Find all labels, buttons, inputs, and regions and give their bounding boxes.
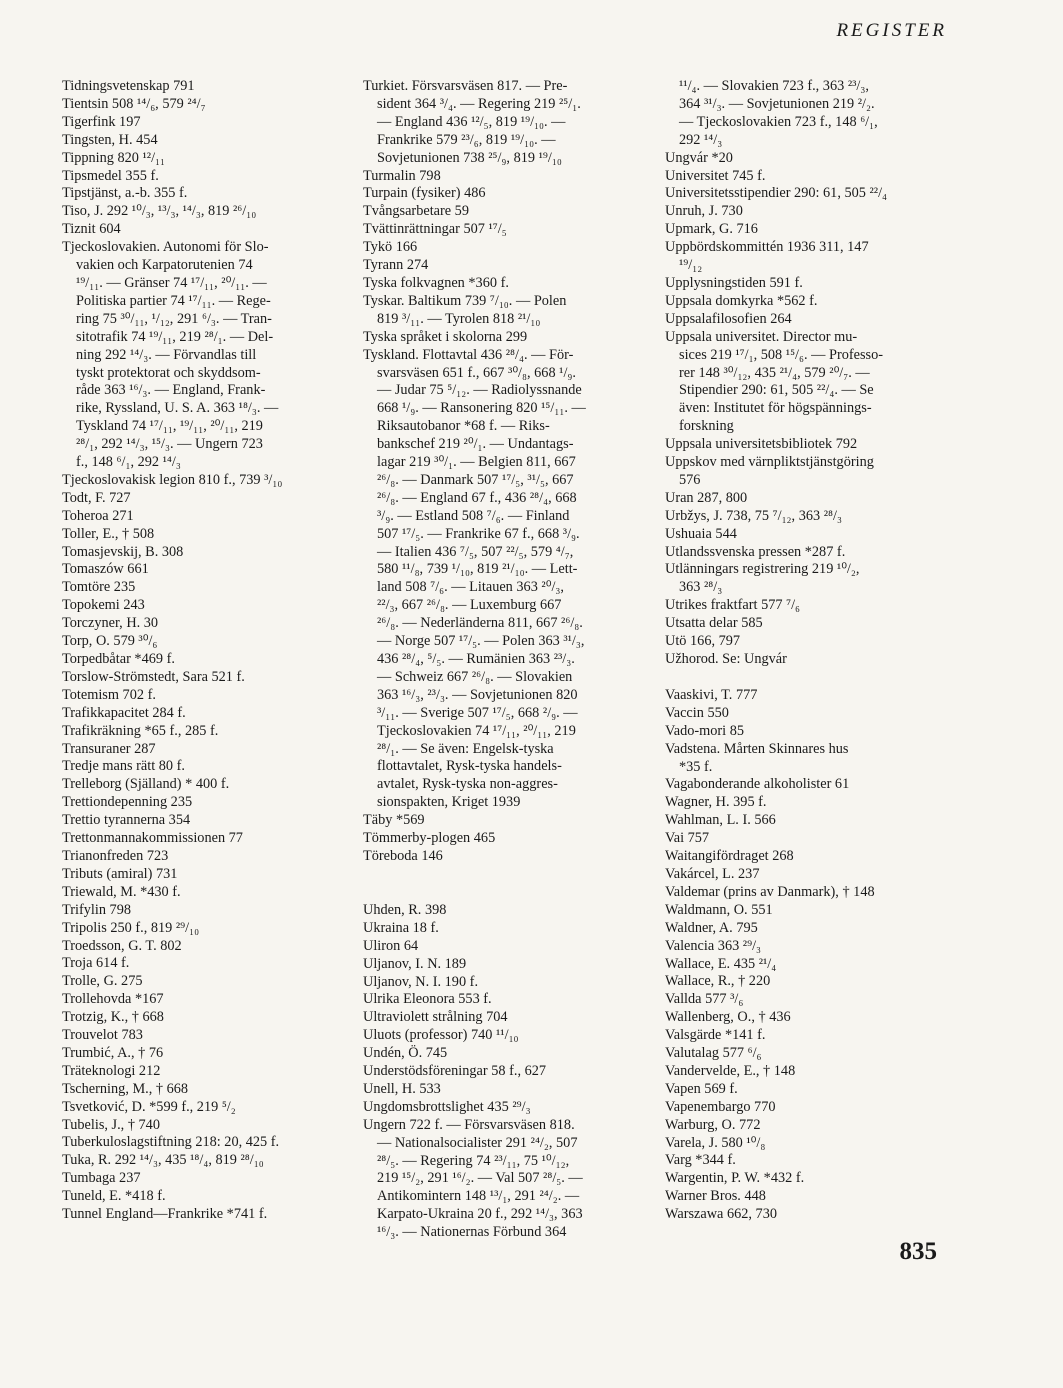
index-entry: Valencia 363 ²⁹/₃ bbox=[665, 937, 762, 954]
index-entry-continuation: Tjeckoslovakien 74 ¹⁷/₁₁, ²⁰/₁₁, 219 bbox=[377, 722, 576, 739]
index-entry-continuation: Politiska partier 74 ¹⁷/₁₁. — Rege- bbox=[76, 292, 271, 309]
index-entry: Vadstena. Mårten Skinnares hus bbox=[665, 740, 849, 757]
index-entry-continuation: Frankrike 579 ²³/₆, 819 ¹⁹/₁₀. — bbox=[377, 131, 556, 148]
index-entry: Tuneld, E. *418 f. bbox=[62, 1188, 166, 1205]
index-entry: Vandervelde, E., † 148 bbox=[665, 1062, 796, 1079]
index-entry-continuation: 507 ¹⁷/₅. — Frankrike 67 f., 668 ³/₉. bbox=[377, 525, 580, 542]
index-entry: Vai 757 bbox=[665, 830, 710, 847]
index-entry: Torpedbåtar *469 f. bbox=[62, 651, 175, 667]
index-entry: Tiznit 604 bbox=[62, 221, 121, 238]
index-entry-continuation: ²²/₃, 667 ²⁶/₈. — Luxemburg 667 bbox=[377, 597, 562, 614]
index-entry-continuation: Karpato-Ukraina 20 f., 292 ¹⁴/₃, 363 bbox=[377, 1206, 583, 1223]
index-entry: Vallda 577 ³/₆ bbox=[665, 991, 744, 1008]
index-entry: Užhorod. Se: Ungvár bbox=[665, 651, 787, 667]
index-entry: Totemism 702 f. bbox=[62, 686, 156, 703]
index-entry: Uppbördskommittén 1936 311, 147 bbox=[665, 239, 869, 256]
index-entry: Tiso, J. 292 ¹⁰/₃, ¹³/₃, ¹⁴/₃, 819 ²⁶/₁₀ bbox=[62, 203, 257, 220]
index-entry: Tomasjevskij, B. 308 bbox=[62, 543, 184, 560]
index-entry: Ukraina 18 f. bbox=[363, 919, 439, 936]
index-entry: Tscherning, M., † 668 bbox=[62, 1080, 189, 1097]
index-entry-continuation: — Schweiz 667 ²⁶/₈. — Slovakien bbox=[377, 668, 573, 685]
index-entry: Wallace, R., † 220 bbox=[665, 973, 771, 990]
index-entry-continuation: 363 ¹⁶/₃, ²³/₃. — Sovjetunionen 820 bbox=[377, 686, 578, 703]
index-entry: Trifylin 798 bbox=[62, 901, 131, 918]
index-entry: Trolle, G. 275 bbox=[62, 973, 143, 990]
index-entry: Ungvár *20 bbox=[665, 149, 733, 166]
index-entry-continuation: vakien och Karpatorutenien 74 bbox=[76, 257, 253, 274]
index-entry-continuation: Tyskland 74 ¹⁷/₁₁, ¹⁹/₁₁, ²⁰/₁₁, 219 bbox=[76, 418, 263, 435]
index-entry-continuation: ¹¹/₄. — Slovakien 723 f., 363 ²³/₃, bbox=[679, 78, 869, 94]
index-entry-continuation: — Judar 75 ⁵/₁₂. — Radiolyssnande bbox=[377, 382, 582, 399]
index-entry-continuation: ²⁶/₈. — Danmark 507 ¹⁷/₅, ³¹/₅, 667 bbox=[377, 471, 574, 488]
index-entry: Valdemar (prins av Danmark), † 148 bbox=[665, 883, 875, 900]
index-entry-continuation: sitotrafik 74 ¹⁹/₁₁, 219 ²⁸/₁. — Del- bbox=[76, 328, 274, 345]
index-entry: Uran 287, 800 bbox=[665, 489, 748, 506]
index-entry: Trollehovda *167 bbox=[62, 991, 164, 1008]
index-entry: Vakárcel, L. 237 bbox=[665, 865, 760, 882]
index-entry: Upmark, G. 716 bbox=[665, 221, 758, 238]
index-entry-continuation: ²⁸/₁. — Se även: Engelsk-tyska bbox=[377, 740, 554, 757]
index-entry: Uljanov, I. N. 189 bbox=[363, 955, 467, 972]
index-entry: Vapenembargo 770 bbox=[665, 1098, 776, 1115]
index-entry-continuation: *35 f. bbox=[679, 758, 713, 775]
index-entry: Tomaszów 661 bbox=[62, 561, 149, 578]
index-entry: Tomtöre 235 bbox=[62, 579, 136, 596]
index-entry-continuation: — Nationalsocialister 291 ²⁴/₂, 507 bbox=[377, 1134, 578, 1151]
index-entry: Tributs (amiral) 731 bbox=[62, 865, 178, 882]
index-entry-continuation: ²⁸/₅. — Regering 74 ²³/₁₁, 75 ¹⁰/₁₂, bbox=[377, 1152, 570, 1169]
index-entry: Tjeckoslovakisk legion 810 f., 739 ³/₁₀ bbox=[62, 471, 283, 488]
index-entry: Tvättinrättningar 507 ¹⁷/₅ bbox=[363, 221, 507, 238]
index-entry: Tsvetković, D. *599 f., 219 ⁵/₂ bbox=[62, 1098, 236, 1115]
index-entry-continuation: bankschef 219 ²⁰/₁. — Undantags- bbox=[377, 436, 574, 453]
index-entry: Tyskar. Baltikum 739 ⁷/₁₀. — Polen bbox=[363, 292, 567, 309]
index-entry-continuation: sionspakten, Kriget 1939 bbox=[377, 794, 521, 811]
index-entry: Vagabonderande alkoholister 61 bbox=[665, 776, 850, 793]
index-entry-continuation: 292 ¹⁴/₃ bbox=[679, 131, 723, 148]
index-entry: Utsatta delar 585 bbox=[665, 615, 763, 632]
index-entry: Tyrann 274 bbox=[363, 257, 429, 274]
index-entry: Torp, O. 579 ³⁰/₆ bbox=[62, 633, 158, 650]
index-entry-continuation: Antikomintern 148 ¹³/₁, 291 ²⁴/₂. — bbox=[377, 1188, 580, 1205]
index-entry: Tippning 820 ¹²/₁₁ bbox=[62, 149, 166, 166]
index-entry: Vaccin 550 bbox=[665, 704, 729, 721]
index-entry: Trelleborg (Själland) * 400 f. bbox=[62, 776, 230, 793]
index-entry: Toheroa 271 bbox=[62, 507, 134, 524]
index-entry: Tidningsvetenskap 791 bbox=[62, 78, 195, 94]
index-entry: Tingsten, H. 454 bbox=[62, 131, 158, 148]
index-entry: Vado-mori 85 bbox=[665, 722, 745, 739]
index-entry-continuation: ²⁸/₁, 292 ¹⁴/₃, ¹⁵/₃. — Ungern 723 bbox=[76, 436, 263, 453]
index-entry: Tigerfink 197 bbox=[62, 113, 141, 130]
index-entry-continuation: flottavtalet, Rysk-tyska handels- bbox=[377, 758, 562, 775]
index-entry: Uppsala universitetsbibliotek 792 bbox=[665, 436, 858, 453]
index-entry-continuation: 363 ²⁸/₃ bbox=[679, 579, 723, 596]
index-entry: Tykö 166 bbox=[363, 239, 418, 256]
index-entry: Todt, F. 727 bbox=[62, 489, 131, 506]
index-entry: Varela, J. 580 ¹⁰/₈ bbox=[665, 1134, 766, 1151]
index-entry-continuation: 576 bbox=[679, 471, 701, 488]
index-entry-continuation: Stipendier 290: 61, 505 ²²/₄. — Se bbox=[679, 382, 874, 399]
index-entry: Turpain (fysiker) 486 bbox=[363, 185, 486, 202]
index-entry-continuation: rer 148 ³⁰/₁₂, 435 ²¹/₄, 579 ²⁰/₇. — bbox=[679, 364, 870, 381]
index-entry: Uppsalafilosofien 264 bbox=[665, 310, 792, 327]
index-entry-continuation: även: Institutet för högspännings- bbox=[679, 400, 872, 417]
index-entry: Trettiondepenning 235 bbox=[62, 794, 193, 811]
entry-gap bbox=[363, 884, 648, 902]
index-entry: Uljanov, N. I. 190 f. bbox=[363, 973, 479, 990]
index-entry: Troja 614 f. bbox=[62, 955, 130, 972]
index-entry-continuation: sident 364 ³/₄. — Regering 219 ²⁵/₁. bbox=[377, 95, 581, 112]
index-entry: Trouvelot 783 bbox=[62, 1027, 143, 1044]
index-entry-continuation: lagar 219 ³⁰/₁. — Belgien 811, 667 bbox=[377, 454, 576, 471]
index-entry: Utlandssvenska pressen *287 f. bbox=[665, 543, 846, 560]
index-entry: Triewald, M. *430 f. bbox=[62, 883, 181, 900]
index-entry: Utrikes fraktfart 577 ⁷/₆ bbox=[665, 597, 801, 614]
index-entry: Tripolis 250 f., 819 ²⁹/₁₀ bbox=[62, 919, 200, 936]
index-entry: Trumbić, A., † 76 bbox=[62, 1044, 164, 1061]
index-entry: Wagner, H. 395 f. bbox=[665, 794, 767, 811]
index-entry-continuation: avtalet, Rysk-tyska non-aggres- bbox=[377, 776, 558, 793]
index-entry-continuation: f., 148 ⁶/₁, 292 ¹⁴/₃ bbox=[76, 454, 181, 471]
index-entry: Torczyner, H. 30 bbox=[62, 615, 159, 632]
index-entry: Torslow-Strömstedt, Sara 521 f. bbox=[62, 668, 245, 685]
index-entry: Uppsala universitet. Director mu- bbox=[665, 328, 858, 345]
index-entry: Ungern 722 f. — Försvarsväsen 818. bbox=[363, 1116, 575, 1133]
index-entry-continuation: ³/₁₁. — Sverige 507 ¹⁷/₅, 668 ²/₉. — bbox=[377, 704, 578, 721]
index-column-1 bbox=[62, 78, 346, 1224]
index-entry: Tredje mans rätt 80 f. bbox=[62, 758, 185, 775]
index-entry: Urbžys, J. 738, 75 ⁷/₁₂, 363 ²⁸/₃ bbox=[665, 507, 842, 524]
index-entry: Tientsin 508 ¹⁴/₆, 579 ²⁴/₇ bbox=[62, 95, 206, 112]
index-entry: Troedsson, G. T. 802 bbox=[62, 937, 182, 954]
index-entry: Tumbaga 237 bbox=[62, 1170, 141, 1187]
entry-gap bbox=[665, 669, 950, 687]
index-entry: Utlänningars registrering 219 ¹⁰/₂, bbox=[665, 561, 860, 578]
index-entry-continuation: 819 ³/₁₁. — Tyrolen 818 ²¹/₁₀ bbox=[377, 310, 541, 327]
index-entry: Täby *569 bbox=[363, 812, 425, 829]
index-entry: Turkiet. Försvarsväsen 817. — Pre- bbox=[363, 78, 568, 94]
index-entry-continuation: Sovjetunionen 738 ²⁵/₉, 819 ¹⁹/₁₀ bbox=[377, 149, 562, 166]
index-entry: Topokemi 243 bbox=[62, 597, 145, 614]
index-entry-continuation: — Italien 436 ⁷/₅, 507 ²²/₅, 579 ⁴/₇, bbox=[377, 543, 574, 560]
index-entry: Warszawa 662, 730 bbox=[665, 1206, 777, 1223]
index-entry: Vaaskivi, T. 777 bbox=[665, 686, 758, 703]
index-entry: Töreboda 146 bbox=[363, 847, 443, 864]
index-entry-continuation: ²⁶/₈. — Nederländerna 811, 667 ²⁶/₈. bbox=[377, 615, 583, 632]
index-entry: Träteknologi 212 bbox=[62, 1062, 161, 1079]
index-entry-continuation: ning 292 ¹⁴/₃. — Förvandlas till bbox=[76, 346, 257, 363]
index-entry: Warburg, O. 772 bbox=[665, 1116, 761, 1133]
index-entry: Tyska folkvagnen *360 f. bbox=[363, 274, 509, 291]
index-entry: Trotzig, K., † 668 bbox=[62, 1009, 164, 1026]
index-entry: Trafikräkning *65 f., 285 f. bbox=[62, 722, 219, 739]
running-header: REGISTER bbox=[836, 20, 947, 41]
index-entry: Uppskov med värnpliktstjänstgöring bbox=[665, 454, 874, 471]
index-entry: Uluots (professor) 740 ¹¹/₁₀ bbox=[363, 1027, 519, 1044]
index-entry: Valutalag 577 ⁶/₆ bbox=[665, 1045, 762, 1062]
index-entry: Uhden, R. 398 bbox=[363, 901, 447, 918]
index-entry-continuation: 436 ²⁸/₄, ⁵/₅. — Rumänien 363 ²³/₃. bbox=[377, 651, 575, 667]
index-entry-continuation: sices 219 ¹⁷/₁, 508 ¹⁵/₆. — Professo- bbox=[679, 346, 884, 363]
index-entry: Waitangifördraget 268 bbox=[665, 848, 794, 865]
index-entry: Upplysningstiden 591 f. bbox=[665, 274, 803, 291]
index-entry: Warner Bros. 448 bbox=[665, 1188, 766, 1205]
index-entry-continuation: ³/₉. — Estland 508 ⁷/₆. — Finland bbox=[377, 507, 570, 524]
index-entry-continuation: tyskt protektorat och skyddsom- bbox=[76, 364, 261, 381]
index-entry-continuation: rike, Ryssland, U. S. A. 363 ¹⁸/₃. — bbox=[76, 400, 279, 417]
index-entry: Ungdomsbrottslighet 435 ²⁹/₃ bbox=[363, 1098, 531, 1115]
index-entry: Tyskland. Flottavtal 436 ²⁸/₄. — För- bbox=[363, 346, 574, 363]
index-entry-continuation: 219 ¹⁵/₂, 291 ¹⁶/₂. — Val 507 ²⁸/₅. — bbox=[377, 1170, 583, 1187]
index-entry: Tunnel England—Frankrike *741 f. bbox=[62, 1206, 268, 1223]
index-entry-continuation: svarsväsen 651 f., 667 ³⁰/₈, 668 ¹/₉. bbox=[377, 364, 576, 381]
index-entry: Waldmann, O. 551 bbox=[665, 901, 773, 918]
index-entry: Trettonmannakommissionen 77 bbox=[62, 830, 243, 847]
index-entry: Tipsmedel 355 f. bbox=[62, 167, 159, 184]
index-entry: Transuraner 287 bbox=[62, 740, 156, 757]
index-entry-continuation: ¹⁹/₁₂ bbox=[679, 257, 703, 274]
index-entry: Ushuaia 544 bbox=[665, 525, 737, 542]
index-entry-continuation: land 508 ⁷/₆. — Litauen 363 ²⁰/₃, bbox=[377, 579, 564, 596]
index-entry: Tvångsarbetare 59 bbox=[363, 203, 469, 220]
index-entry: Tömmerby-plogen 465 bbox=[363, 830, 496, 847]
index-entry-continuation: Riksautobanor *68 f. — Riks- bbox=[377, 418, 550, 435]
index-entry: Toller, E., † 508 bbox=[62, 525, 155, 542]
index-entry-continuation: — England 436 ¹²/₅, 819 ¹⁹/₁₀. — bbox=[377, 113, 566, 130]
index-entry: Utö 166, 797 bbox=[665, 633, 741, 650]
index-entry: Waldner, A. 795 bbox=[665, 919, 758, 936]
index-entry: Trianonfreden 723 bbox=[62, 847, 169, 864]
index-entry-continuation: — Norge 507 ¹⁷/₅. — Polen 363 ³¹/₃, bbox=[377, 633, 585, 650]
index-entry-continuation: forskning bbox=[679, 418, 734, 435]
index-entry: Tubelis, J., † 740 bbox=[62, 1116, 160, 1133]
index-entry: Uppsala domkyrka *562 f. bbox=[665, 292, 818, 309]
page-number: 835 bbox=[899, 1238, 937, 1265]
index-entry-continuation: 580 ¹¹/₈, 739 ¹/₁₀, 819 ²¹/₁₀. — Lett- bbox=[377, 561, 578, 578]
index-entry: Tuka, R. 292 ¹⁴/₃, 435 ¹⁸/₄, 819 ²⁸/₁₀ bbox=[62, 1152, 264, 1169]
index-entry: Undén, Ö. 745 bbox=[363, 1045, 448, 1062]
index-entry: Wallace, E. 435 ²¹/₄ bbox=[665, 955, 777, 972]
index-entry: Tuberkuloslagstiftning 218: 20, 425 f. bbox=[62, 1134, 280, 1151]
index-entry: Universitet 745 f. bbox=[665, 167, 766, 184]
index-entry: Unell, H. 533 bbox=[363, 1080, 441, 1097]
index-entry: Tyska språket i skolorna 299 bbox=[363, 328, 528, 345]
index-entry-continuation: 364 ³¹/₃. — Sovjetunionen 219 ²/₂. bbox=[679, 95, 875, 112]
index-entry: Vapen 569 f. bbox=[665, 1080, 738, 1097]
entry-gap bbox=[363, 866, 648, 884]
index-column-2 bbox=[363, 78, 648, 1242]
index-entry-continuation: — Tjeckoslovakien 723 f., 148 ⁶/₁, bbox=[679, 113, 878, 130]
index-entry: Ultraviolett strålning 704 bbox=[363, 1009, 508, 1026]
index-entry: Valsgärde *141 f. bbox=[665, 1027, 766, 1044]
index-entry: Tjeckoslovakien. Autonomi för Slo- bbox=[62, 239, 269, 256]
index-entry-continuation: råde 363 ¹⁶/₃. — England, Frank- bbox=[76, 382, 266, 399]
index-entry: Unruh, J. 730 bbox=[665, 203, 743, 220]
index-column-3 bbox=[665, 78, 950, 1224]
index-entry: Wargentin, P. W. *432 f. bbox=[665, 1170, 805, 1187]
index-entry: Turmalin 798 bbox=[363, 167, 441, 184]
index-entry: Ulrika Eleonora 553 f. bbox=[363, 991, 492, 1008]
index-entry: Varg *344 f. bbox=[665, 1152, 736, 1169]
index-entry: Wahlman, L. I. 566 bbox=[665, 812, 776, 829]
index-entry-continuation: ¹⁹/₁₁. — Gränser 74 ¹⁷/₁₁, ²⁰/₁₁. — bbox=[76, 274, 267, 291]
index-entry: Universitetsstipendier 290: 61, 505 ²²/₄ bbox=[665, 185, 888, 202]
index-entry-continuation: ring 75 ³⁰/₁₁, ¹/₁₂, 291 ⁶/₃. — Tran- bbox=[76, 310, 272, 327]
index-entry-continuation: 668 ¹/₉. — Ransonering 820 ¹⁵/₁₁. — bbox=[377, 400, 586, 417]
index-entry: Trafikkapacitet 284 f. bbox=[62, 704, 186, 721]
index-entry: Trettio tyrannerna 354 bbox=[62, 812, 191, 829]
index-entry-continuation: ²⁶/₈. — England 67 f., 436 ²⁸/₄, 668 bbox=[377, 489, 577, 506]
index-entry-continuation: ¹⁶/₃. — Nationernas Förbund 364 bbox=[377, 1224, 567, 1241]
index-entry: Understödsföreningar 58 f., 627 bbox=[363, 1063, 547, 1080]
index-entry: Wallenberg, O., † 436 bbox=[665, 1009, 791, 1026]
index-entry: Tipstjänst, a.-b. 355 f. bbox=[62, 185, 188, 202]
index-entry: Uliron 64 bbox=[363, 937, 419, 954]
